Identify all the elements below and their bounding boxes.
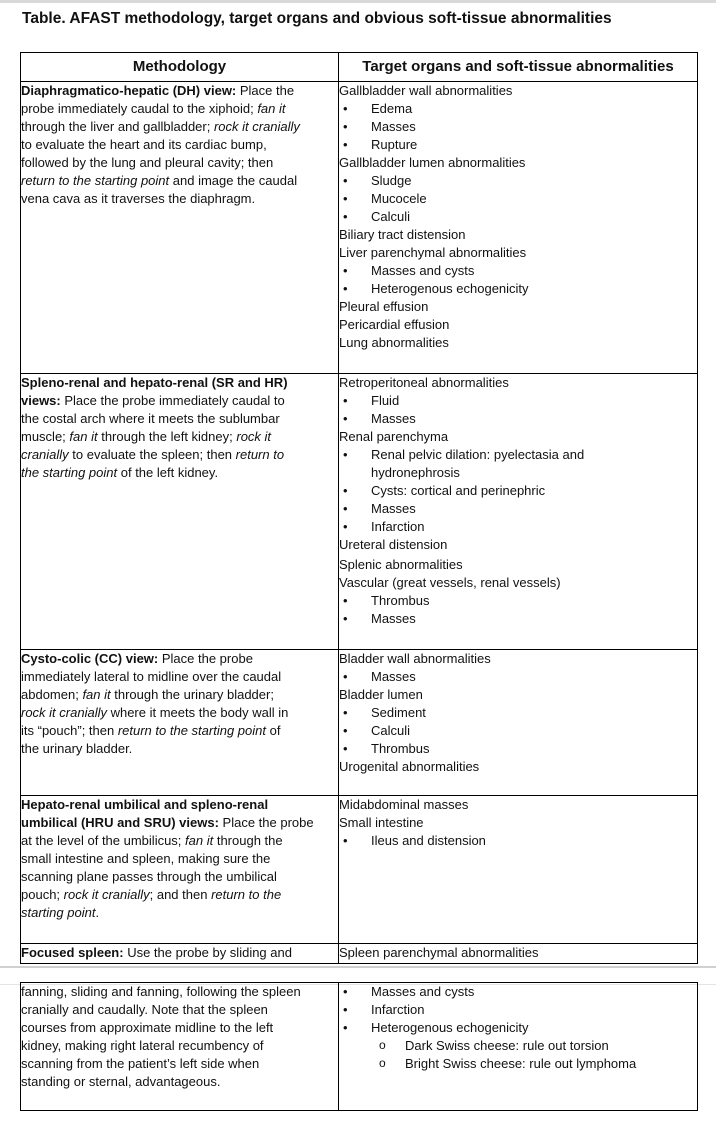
methodology-line [21, 832, 338, 850]
methodology-text: through the urinary bladder; [110, 687, 274, 702]
methodology-text: through the left kidney; [97, 429, 237, 444]
sub-bullet-item: o Dark Swiss cheese: rule out torsion [339, 1037, 697, 1055]
methodology-line [21, 722, 338, 740]
methodology-text: Place the probe [158, 651, 253, 666]
methodology-text: rock it cranially [213, 119, 300, 134]
bullet-item: • Thrombus [339, 740, 697, 758]
category-heading: Bladder lumen [339, 687, 423, 702]
methodology-line [21, 82, 338, 100]
methodology-line [21, 118, 338, 136]
methodology-line [21, 668, 338, 686]
table-row [21, 796, 698, 944]
bullet-item: • Mucocele [339, 190, 697, 208]
methodology-line [21, 136, 338, 154]
target-cell-spleen-cont [339, 983, 698, 1111]
methodology-line [21, 428, 338, 446]
methodology-line [21, 686, 338, 704]
methodology-line [21, 850, 338, 868]
methodology-text: and image the caudal [169, 173, 298, 188]
target-cell-dh [339, 82, 698, 374]
methodology-text: kidney, making right lateral recumbency of [21, 1038, 264, 1053]
category-heading: Pericardial effusion [339, 317, 450, 332]
category-heading: Pleural effusion [339, 299, 429, 314]
methodology-text: immediately lateral to midline over the caudal [21, 669, 282, 684]
bullet-item: • Sediment [339, 704, 697, 722]
bullet-item: • Heterogenous echogenicity [339, 280, 697, 298]
methodology-text: fan it [257, 101, 286, 116]
methodology-text: where it meets the body wall in [106, 705, 289, 720]
table-row [21, 944, 698, 964]
methodology-line [21, 464, 338, 482]
category-heading: Small intestine [339, 815, 424, 830]
methodology-text: rock it [236, 429, 272, 444]
methodology-line [21, 740, 338, 758]
methodology-line [21, 1037, 338, 1055]
methodology-text: at the level of the umbilicus; [21, 833, 186, 848]
methodology-text: Place the [236, 83, 295, 98]
table-row [21, 374, 698, 650]
sub-bullet-item: o Bright Swiss cheese: rule out lymphoma [339, 1055, 697, 1073]
target-cell-sr-hr [339, 374, 698, 650]
target-cell-hru-sru [339, 796, 698, 944]
methodology-text: return to [235, 447, 285, 462]
target-header: Target organs and soft-tissue abnormalities [339, 53, 698, 82]
methodology-text: followed by the lung and pleural cavity; then [21, 155, 274, 170]
target-cell-cc [339, 650, 698, 796]
methodology-line [21, 1055, 338, 1073]
methodology-text: to evaluate the heart and its cardiac bump, [21, 137, 267, 152]
methodology-text: of the left kidney. [117, 465, 219, 480]
bullet-item: • Masses and cysts [339, 262, 697, 280]
afast-table-continued [20, 982, 698, 1111]
bullet-item: • Heterogenous echogenicity [339, 1019, 697, 1037]
methodology-line [21, 1001, 338, 1019]
bullet-item: • Cysts: cortical and perinephric [339, 482, 697, 500]
methodology-text: starting point [21, 905, 96, 920]
category-heading: Renal parenchyma [339, 429, 449, 444]
methodology-text: the starting point [21, 465, 118, 480]
methodology-line [21, 1073, 338, 1091]
methodology-text: to evaluate the spleen; then [68, 447, 236, 462]
target-cell-spleen [339, 944, 698, 964]
methodology-cell-cc [21, 650, 339, 796]
category-heading: Ureteral distension [339, 537, 448, 552]
bullet-item: • Edema [339, 100, 697, 118]
methodology-text: return to the [211, 887, 282, 902]
methodology-line [21, 886, 338, 904]
methodology-text: return to the starting point [117, 723, 266, 738]
methodology-text: small intestine and spleen, making sure the [21, 851, 271, 866]
page-top-rule [0, 0, 716, 3]
category-heading: Spleen parenchymal abnormalities [339, 945, 539, 960]
category-heading: Gallbladder wall abnormalities [339, 83, 513, 98]
afast-table [20, 52, 698, 964]
methodology-text: vena cava as it traverses the diaphragm. [21, 191, 256, 206]
methodology-text: the costal arch where it meets the sublumbar [21, 411, 280, 426]
view-name: Cysto-colic (CC) view: [21, 651, 159, 666]
methodology-text: abdomen; [21, 687, 83, 702]
methodology-text: muscle; [21, 429, 70, 444]
category-heading: Bladder wall abnormalities [339, 651, 491, 666]
methodology-text: probe immediately caudal to the xiphoid; [21, 101, 258, 116]
category-heading: Lung abnormalities [339, 335, 449, 350]
methodology-line [21, 650, 338, 668]
methodology-text: of [265, 723, 281, 738]
category-heading: Biliary tract distension [339, 227, 466, 242]
category-heading: Liver parenchymal abnormalities [339, 245, 527, 260]
methodology-text: pouch; [21, 887, 64, 902]
methodology-line [21, 868, 338, 886]
methodology-text: Place the probe [218, 815, 314, 830]
bullet-item: • Infarction [339, 1001, 697, 1019]
methodology-cell-hru-sru [21, 796, 339, 944]
methodology-cell-dh [21, 82, 339, 374]
bullet-item: • Masses and cysts [339, 983, 697, 1001]
header-row [21, 53, 698, 82]
methodology-text: ; and then [149, 887, 212, 902]
table-row [21, 650, 698, 796]
methodology-line [21, 100, 338, 118]
bullet-item: • Thrombus [339, 592, 697, 610]
view-name: umbilical (HRU and SRU) views: [21, 815, 219, 830]
methodology-line [21, 796, 338, 814]
methodology-text: through the [213, 833, 283, 848]
table-title: Table. AFAST methodology, target organs and obvious soft-tissue abnormalities [22, 10, 612, 27]
bullet-item: • Renal pelvic dilation: pyelectasia and [339, 446, 697, 464]
view-name: Diaphragmatico-hepatic (DH) view: [21, 83, 237, 98]
category-heading: Vascular (great vessels, renal vessels) [339, 575, 561, 590]
methodology-text: scanning from the patient’s left side when [21, 1056, 260, 1071]
methodology-text: fan it [185, 833, 214, 848]
methodology-line [21, 814, 338, 832]
category-heading: Splenic abnormalities [339, 557, 463, 572]
methodology-text: cranially and caudally. Note that the spleen [21, 1002, 268, 1017]
view-name: views: [21, 393, 61, 408]
methodology-cell-spleen [21, 944, 339, 964]
methodology-line [21, 392, 338, 410]
methodology-line [21, 704, 338, 722]
bullet-item: hydronephrosis [371, 465, 460, 480]
bullet-item: • Calculi [339, 722, 697, 740]
bullet-item: • Masses [339, 610, 697, 628]
methodology-text: courses from approximate midline to the left [21, 1020, 274, 1035]
bullet-item: • Masses [339, 118, 697, 136]
methodology-header: Methodology [21, 53, 339, 82]
category-heading: Retroperitoneal abnormalities [339, 375, 509, 390]
methodology-text: Place the probe immediately caudal to [60, 393, 285, 408]
view-name: Hepato-renal umbilical and spleno-renal [21, 797, 269, 812]
category-heading: Gallbladder lumen abnormalities [339, 155, 526, 170]
category-heading: Midabdominal masses [339, 797, 469, 812]
methodology-line [21, 904, 338, 922]
methodology-line [21, 190, 338, 208]
methodology-text: through the liver and gallbladder; [21, 119, 214, 134]
bullet-item: • Masses [339, 668, 697, 686]
bullet-item: • Ileus and distension [339, 832, 697, 850]
table-row [21, 983, 698, 1111]
methodology-text: scanning plane passes through the umbilical [21, 869, 277, 884]
methodology-text: rock it cranially [21, 705, 107, 720]
methodology-line [21, 1019, 338, 1037]
view-name: Focused spleen: [21, 945, 124, 960]
methodology-line [21, 154, 338, 172]
methodology-text: fan it [69, 429, 98, 444]
methodology-text: return to the starting point [21, 173, 170, 188]
view-name: Spleno-renal and hepato-renal (SR and HR) [21, 375, 288, 390]
methodology-line [21, 374, 338, 392]
methodology-line [21, 983, 338, 1001]
methodology-cell-sr-hr [21, 374, 339, 650]
methodology-text: fanning, sliding and fanning, following the spleen [21, 984, 301, 999]
methodology-cell-spleen-cont [21, 983, 339, 1111]
methodology-text: the urinary bladder. [21, 741, 133, 756]
bullet-item: • Calculi [339, 208, 697, 226]
methodology-text: . [95, 905, 100, 920]
category-heading: Urogenital abnormalities [339, 759, 480, 774]
methodology-line [21, 944, 338, 962]
bullet-item: • Sludge [339, 172, 697, 190]
methodology-line [21, 172, 338, 190]
table-row [21, 82, 698, 374]
methodology-text: cranially [21, 447, 69, 462]
methodology-text: rock it cranially [63, 887, 150, 902]
bullet-item: • Masses [339, 410, 697, 428]
bullet-item: • Masses [339, 500, 697, 518]
methodology-line [21, 410, 338, 428]
methodology-text: its “pouch”; then [21, 723, 118, 738]
methodology-line [21, 446, 338, 464]
methodology-text: Use the probe by sliding and [123, 945, 292, 960]
bullet-item: • Rupture [339, 136, 697, 154]
bullet-item: • Infarction [339, 518, 697, 536]
methodology-text: fan it [82, 687, 111, 702]
methodology-text: standing or sternal, advantageous. [21, 1074, 221, 1089]
bullet-item: • Fluid [339, 392, 697, 410]
